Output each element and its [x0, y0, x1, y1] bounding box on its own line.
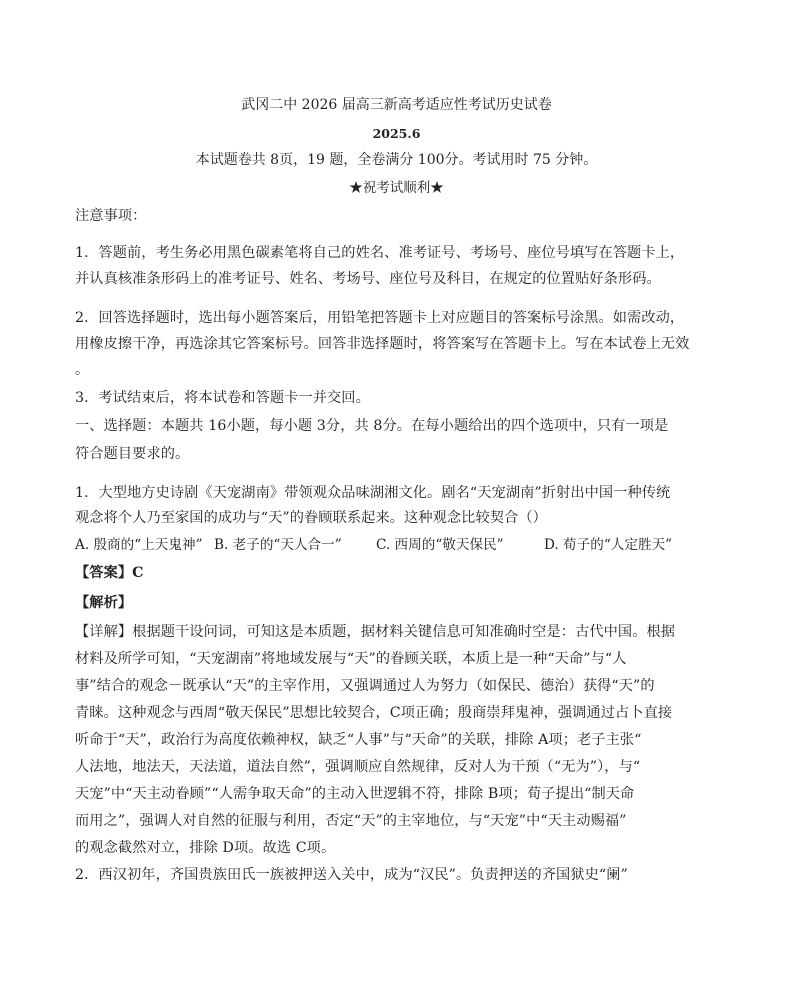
q1-detail-line6: 人法地，地法天，天法道，道法自然”，强调顺应自然规律，反对人为干预（“无为”），与“ — [75, 759, 641, 775]
notice-item3: 3．考试结束后，将本试卷和答题卡一并交回。 — [75, 390, 370, 406]
section1-line1: 一、选择题：本题共 16小题，每小题 3分，共 8分。在每小题给出的四个选项中，只有一项是 — [75, 418, 669, 434]
q1-detail-line4: 青睐。这种观念与西周“敬天保民”思想比较契合，C项正确；殷商崇拜鬼神，强调通过占卜直接 — [75, 705, 673, 721]
exam-date: 2025.6 — [372, 126, 421, 141]
q2-stem: 2．西汉初年，齐国贵族田氏一族被押送入关中，成为“汉民”。负责押送的齐国狱史“阑” — [75, 867, 628, 883]
q1-stem-line2: 观念将个人乃至家国的成功与“天”的眷顾联系起来。这种观念比较契合（） — [75, 510, 547, 526]
notice-item2-line1: 2．回答选择题时，选出每小题答案后，用铅笔把答题卡上对应题目的答案标号涂黑。如需改动， — [75, 310, 685, 326]
q1-answer-value: C — [132, 565, 144, 581]
notice-item1-line2: 并认真核准条形码上的准考证号、姓名、考场号、座位号及科目，在规定的位置贴好条形码。 — [75, 271, 661, 287]
q1-detail-line9: 的观念截然对立，排除 D项。故选 C项。 — [75, 840, 336, 856]
notice-heading: 注意事项： — [75, 208, 147, 224]
q1-detail-line7: 天宠”中“天主动眷顾”“人需争取天命”的主动入世逻辑不符，排除 B项；荀子提出“制天命 — [75, 786, 635, 802]
q1-detail-line8: 而用之”，强调人对自然的征服与利用，否定“天”的主宰地位，与“天宠”中“天主动赐福” — [75, 813, 627, 829]
q1-stem-line1: 1．大型地方史诗剧《天宠湖南》带领观众品味湖湘文化。剧名“天宠湖南”折射出中国一种传统 — [75, 485, 671, 501]
notice-item2-line3: 。 — [75, 362, 90, 378]
q1-option-b: B. 老子的“天人合一” — [214, 537, 342, 553]
q1-detail-line5: 听命于“天”，政治行为高度依赖神权，缺乏“人事”与“天命”的关联，排除 A项；老子主张“ — [75, 732, 642, 748]
section1-line2: 符合题目要求的。 — [75, 446, 190, 462]
exam-wish: ★祝考试顺利★ — [349, 180, 444, 196]
q1-detail-line3: 事”结合的观念－既承认“天”的主宰作用，又强调通过人为努力（如保民、德治）获得“天”的 — [75, 678, 655, 694]
q1-answer-label: 【答案】 — [75, 565, 133, 581]
exam-title: 武冈二中 2026 届高三新高考适应性考试历史试卷 — [241, 97, 552, 113]
q1-option-c: C. 西周的“敬天保民” — [376, 537, 504, 553]
q1-answer — [75, 564, 144, 582]
q1-option-d: D. 荀子的“人定胜天” — [544, 537, 673, 553]
q1-option-a: A. 殷商的“上天鬼神” — [75, 537, 203, 553]
exam-info: 本试题卷共 8页，19 题，全卷满分 100分。考试用时 75 分钟。 — [195, 152, 598, 168]
notice-item1-line1: 1．答题前，考生务必用黑色碳素笔将自己的姓名、准考证号、考场号、座位号填写在答题卡上， — [75, 245, 685, 261]
q1-detail-line1: 【详解】根据题干设问词，可知这是本质题，据材料关键信息可知准确时空是：古代中国。根据 — [75, 624, 676, 640]
q1-analysis-label: 【解析】 — [75, 595, 133, 611]
q1-detail-line2: 材料及所学可知，“天宠湖南”将地域发展与“天”的眷顾关联，本质上是一种“天命”与“人 — [75, 651, 627, 667]
notice-item2-line2: 用橡皮擦干净，再选涂其它答案标号。回答非选择题时，将答案写在答题卡上。写在本试卷上无效 — [75, 336, 690, 352]
